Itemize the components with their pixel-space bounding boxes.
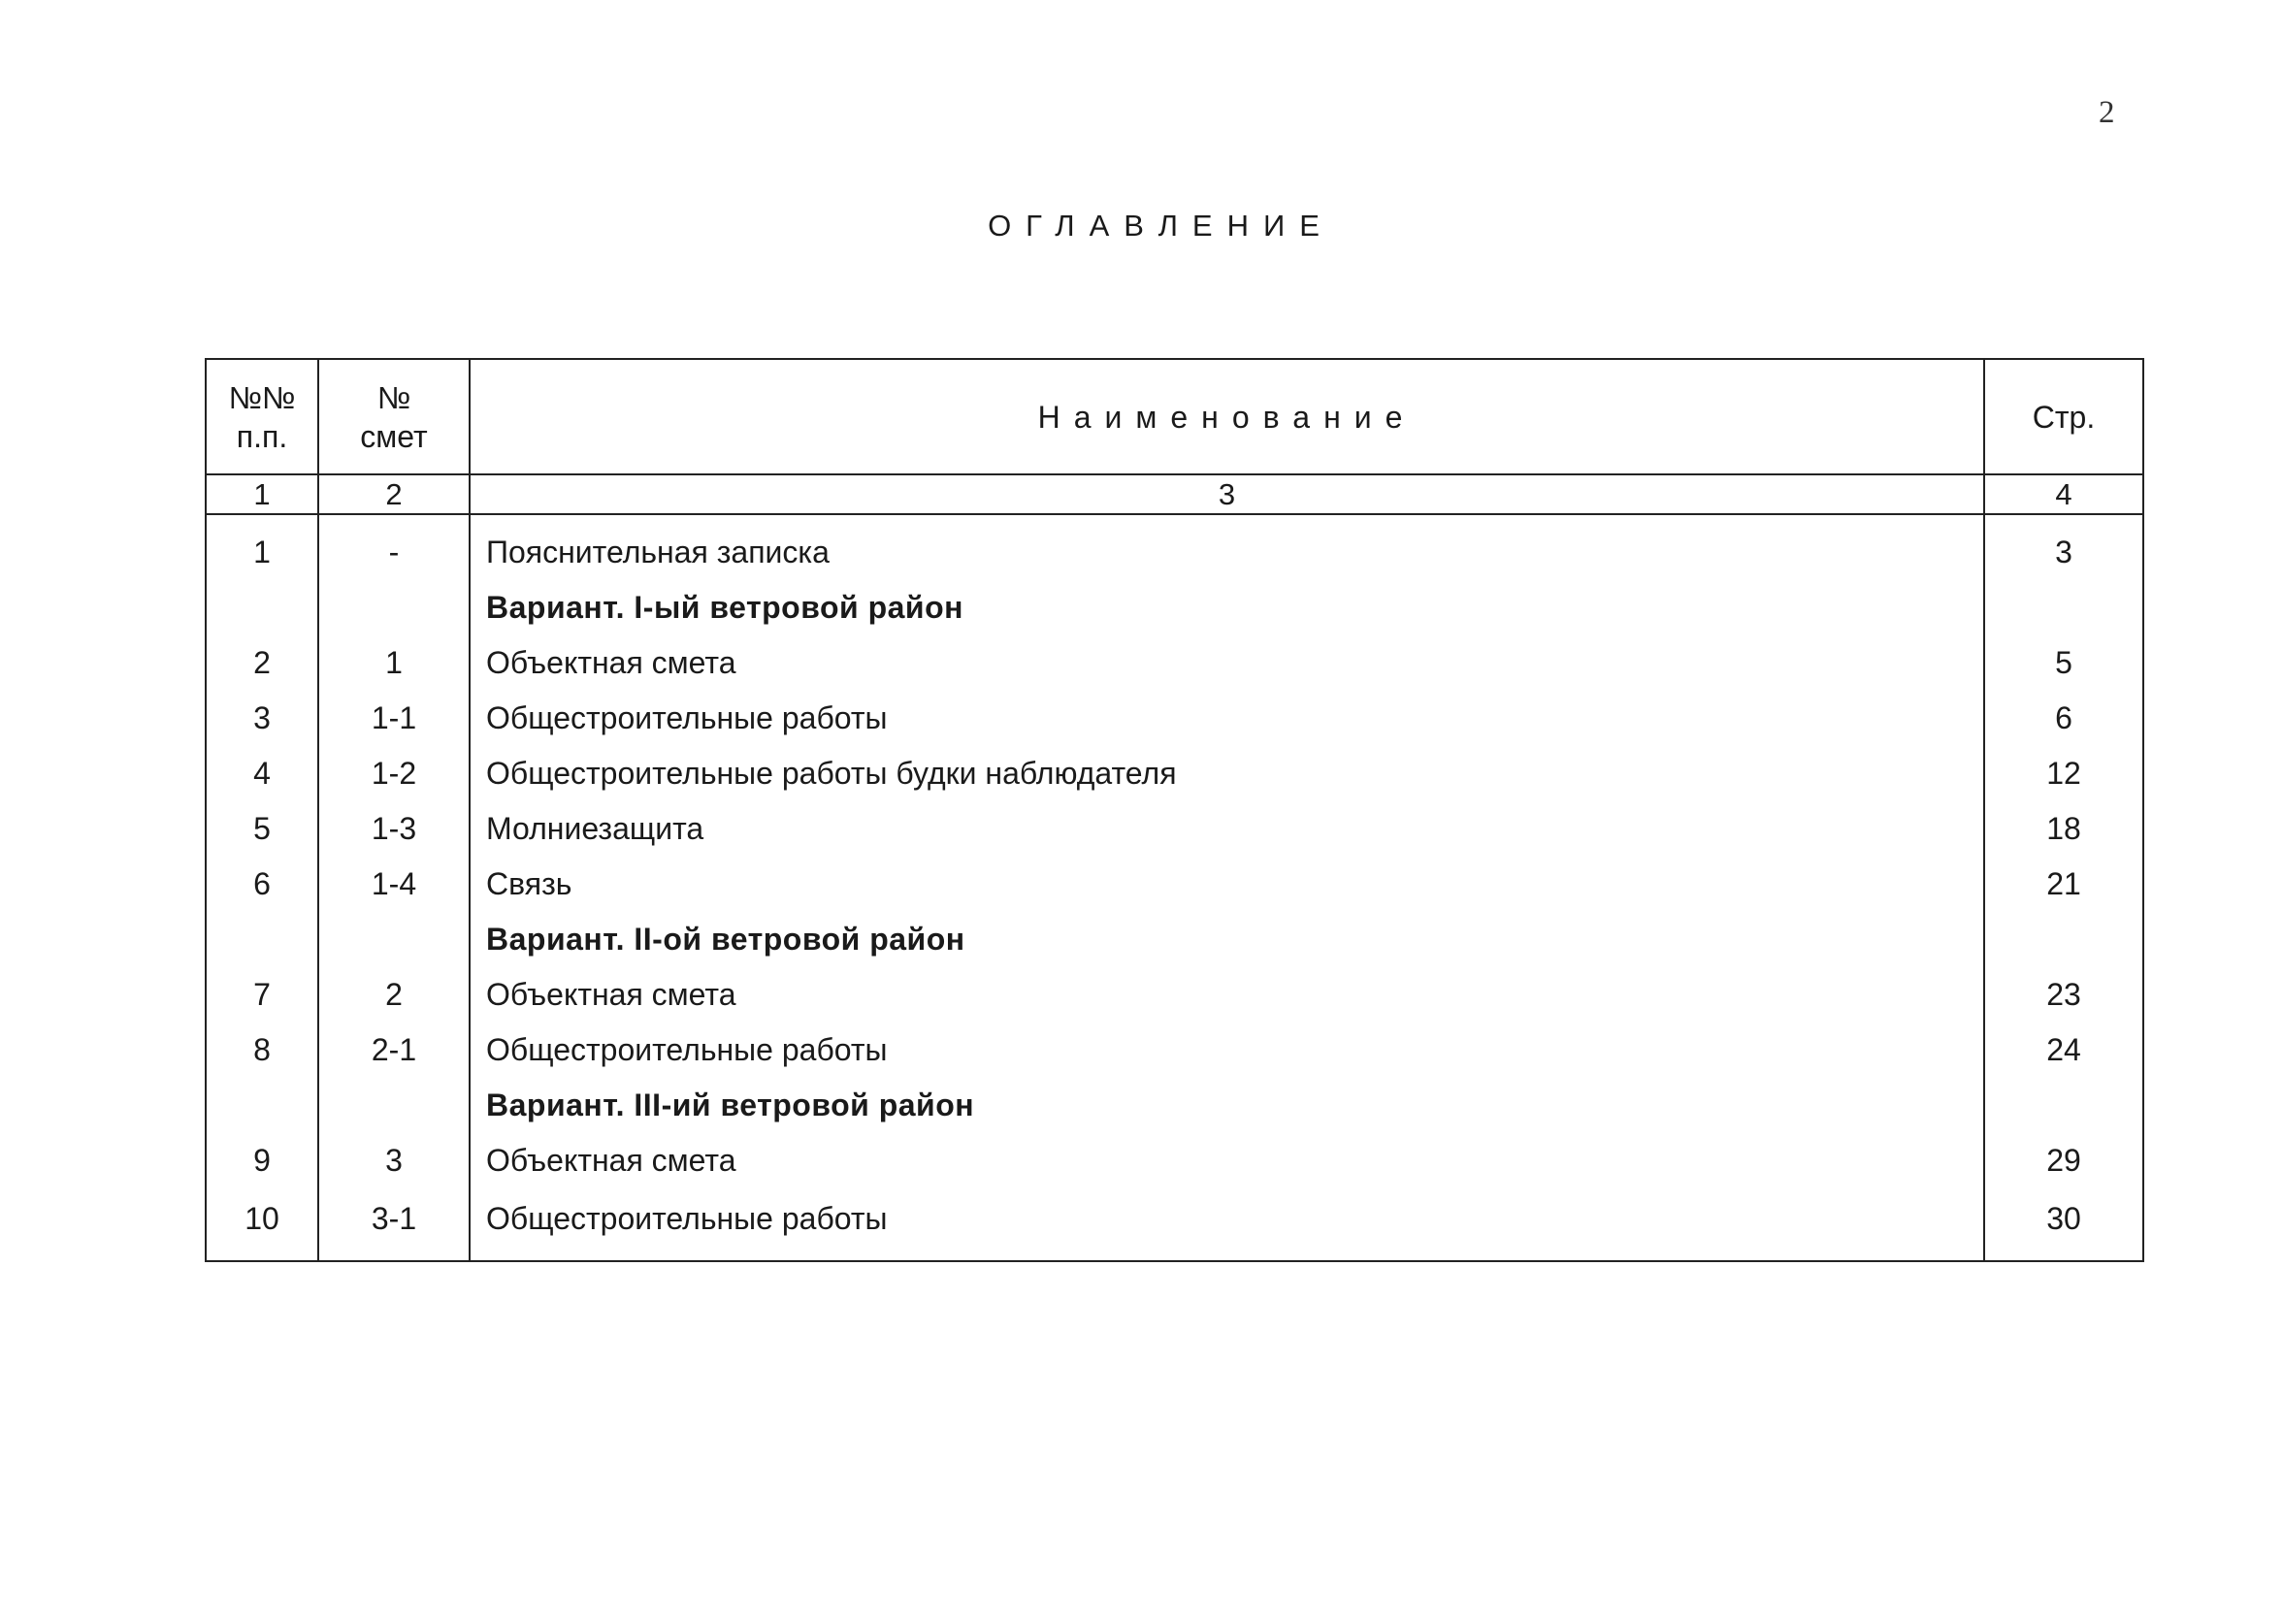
page-ref: 18 [1984, 801, 2143, 857]
smeta-number: 1-1 [318, 691, 470, 746]
column-index: 2 [318, 474, 470, 514]
table-row [206, 691, 2143, 746]
header-num-line1: №№ [228, 379, 296, 415]
header-smeta [318, 359, 470, 474]
page-ref: 5 [1984, 635, 2143, 691]
section-heading-row [206, 1078, 2143, 1133]
section-title: Вариант. III-ий ветровой район [470, 1078, 1984, 1133]
smeta-number: 1-4 [318, 857, 470, 912]
item-title: Объектная смета [470, 635, 1984, 691]
table-of-contents [205, 358, 2144, 1262]
page-ref: 30 [1984, 1188, 2143, 1249]
row-number: 2 [206, 635, 318, 691]
page-ref [1984, 912, 2143, 967]
item-title: Общестроительные работы [470, 1188, 1984, 1249]
smeta-number: 2 [318, 967, 470, 1023]
section-heading-row [206, 912, 2143, 967]
table-row [206, 857, 2143, 912]
smeta-number: 1-2 [318, 746, 470, 801]
smeta-number [318, 580, 470, 635]
header-name: Наименование [470, 359, 1984, 474]
item-title: Общестроительные работы [470, 1023, 1984, 1078]
item-title: Объектная смета [470, 967, 1984, 1023]
smeta-number: 1 [318, 635, 470, 691]
page-ref: 23 [1984, 967, 2143, 1023]
item-title: Общестроительные работы будки наблюдателя [470, 746, 1984, 801]
row-number: 1 [206, 525, 318, 580]
row-number [206, 1078, 318, 1133]
page-number: 2 [2099, 95, 2115, 130]
row-number: 6 [206, 857, 318, 912]
table-row [206, 1188, 2143, 1249]
page-ref: 12 [1984, 746, 2143, 801]
item-title: Общестроительные работы [470, 691, 1984, 746]
section-heading-row [206, 580, 2143, 635]
item-title: Пояснительная записка [470, 525, 1984, 580]
row-number [206, 912, 318, 967]
row-number [206, 580, 318, 635]
section-title: Вариант. II-ой ветровой район [470, 912, 1984, 967]
header-num-line2: п.п. [236, 418, 288, 454]
page-ref: 21 [1984, 857, 2143, 912]
smeta-number: 1-3 [318, 801, 470, 857]
page-title: ОГЛАВЛЕНИЕ [988, 209, 1334, 243]
row-number: 4 [206, 746, 318, 801]
row-number: 9 [206, 1133, 318, 1188]
column-index: 1 [206, 474, 318, 514]
header-smeta-line1: № [376, 379, 411, 415]
column-index: 3 [470, 474, 1984, 514]
row-number: 3 [206, 691, 318, 746]
row-number: 8 [206, 1023, 318, 1078]
header-page: Стр. [1984, 359, 2143, 474]
table-row [206, 1133, 2143, 1188]
row-number: 10 [206, 1188, 318, 1249]
page-ref: 3 [1984, 525, 2143, 580]
section-title: Вариант. I-ый ветровой район [470, 580, 1984, 635]
page-ref: 6 [1984, 691, 2143, 746]
row-number: 5 [206, 801, 318, 857]
item-title: Молниезащита [470, 801, 1984, 857]
smeta-number: - [318, 525, 470, 580]
spacer-row [206, 514, 2143, 525]
table-row [206, 1023, 2143, 1078]
table-row [206, 635, 2143, 691]
spacer-row [206, 1249, 2143, 1261]
column-index-row [206, 474, 2143, 514]
smeta-number: 3-1 [318, 1188, 470, 1249]
header-smeta-line2: смет [360, 418, 428, 454]
page-ref: 29 [1984, 1133, 2143, 1188]
table-row [206, 967, 2143, 1023]
table-row [206, 525, 2143, 580]
smeta-number: 3 [318, 1133, 470, 1188]
row-number: 7 [206, 967, 318, 1023]
item-title: Объектная смета [470, 1133, 1984, 1188]
smeta-number [318, 1078, 470, 1133]
smeta-number [318, 912, 470, 967]
page-ref [1984, 580, 2143, 635]
smeta-number: 2-1 [318, 1023, 470, 1078]
table-row [206, 746, 2143, 801]
table-header-row [206, 359, 2143, 474]
header-num [206, 359, 318, 474]
page-ref [1984, 1078, 2143, 1133]
item-title: Связь [470, 857, 1984, 912]
page-ref: 24 [1984, 1023, 2143, 1078]
column-index: 4 [1984, 474, 2143, 514]
table-row [206, 801, 2143, 857]
